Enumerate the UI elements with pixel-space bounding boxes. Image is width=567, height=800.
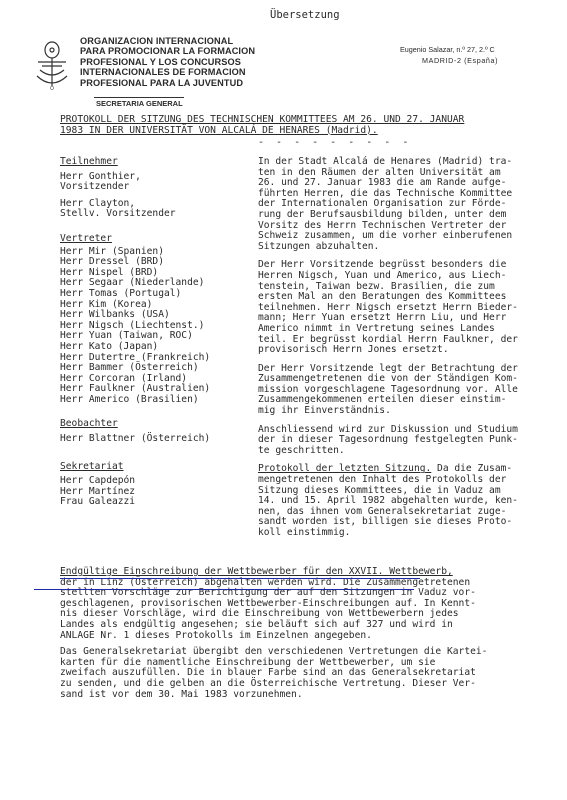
text-line: Anschliessend wird zur Diskussion und Studium bbox=[258, 423, 518, 435]
protocol-title bbox=[60, 115, 550, 136]
text-line: geschlagenen, provisorischen Wettbewerber-Einschreibungen auf. In Kennt- bbox=[60, 597, 476, 609]
list-item: Herr Segaar (Niederlande) bbox=[60, 277, 205, 289]
list-item: Herr Wilbanks (USA) bbox=[60, 309, 170, 321]
paragraph bbox=[258, 260, 558, 355]
text-line: Zusammengetretenen die von der Ständigen Kom- bbox=[258, 373, 518, 385]
text-fragment: Da die Zusam- bbox=[431, 463, 513, 475]
text-line: mann; Herr Yuan ersetzt Herrn Liu, und Herr bbox=[258, 312, 507, 324]
paragraph bbox=[258, 364, 558, 417]
list-item: Herr Tomas (Portugal) bbox=[60, 287, 182, 299]
participants-column bbox=[60, 157, 255, 508]
text-line: Sitzung dieses Kommittees, die in Vaduz am bbox=[258, 484, 501, 496]
teilnehmer-heading: Teilnehmer bbox=[60, 156, 118, 167]
text-line: Der Herr Vorsitzende begrüsst besonders die bbox=[258, 259, 507, 271]
text-line: ANLAGE Nr. 1 dieses Protokolls im Einzelnen angegeben. bbox=[60, 629, 372, 641]
list-item: Vorsitzender bbox=[60, 181, 130, 193]
text-line: mig ihr Einverständnis. bbox=[258, 405, 391, 417]
text-line: der in dieser Tagesordnung festgelegten Punk- bbox=[258, 434, 518, 446]
list-item: Herr Gonthier, bbox=[60, 170, 141, 182]
organization-name bbox=[80, 36, 255, 88]
text-line: koll einstimmig. bbox=[258, 527, 351, 538]
text-line: führten Herren, die das Technische Kommittee bbox=[258, 187, 513, 199]
text-line: In der Stadt Alcalá de Henares (Madrid) tra- bbox=[258, 156, 513, 167]
text-line: 14. und 15. April 1982 abgehalten wurde, ken- bbox=[258, 495, 518, 507]
text-line: karten für die namentliche Einschreibung der Wettbewerber, um sie bbox=[60, 656, 436, 668]
text-line: Landes als endgültig angesehen; sie beläuft sich auf 327 und wird in bbox=[60, 618, 453, 630]
text-line: sandt worden ist, billigen sie dieses Proto- bbox=[258, 516, 513, 528]
list-item: Herr Corcoran (Irland) bbox=[60, 372, 188, 384]
org-line: PROFESIONAL PARA LA JUVENTUD bbox=[80, 77, 244, 88]
list-item: Herr Faulkner (Australien) bbox=[60, 383, 211, 395]
paragraph bbox=[258, 425, 558, 457]
text-line: der in Linz (Österreich) abgehalten werden wird. Die Zusammengetretenen bbox=[60, 576, 471, 588]
text-line: teilnehmen. Herr Nigsch ersetzt Herrn Bieder- bbox=[258, 301, 518, 313]
text-line: ten in den Räumen der alten Universität am bbox=[258, 166, 501, 178]
list-item: Stellv. Vorsitzender bbox=[60, 208, 176, 220]
text-line: zu senden, und die gelben an die Österreichische Vertretung. Dieser Ver- bbox=[60, 677, 476, 689]
dash-separator: - - - - - - - - - bbox=[258, 137, 412, 148]
text-line: Herren Nigsch, Yuan und Americo, aus Liech- bbox=[258, 269, 507, 281]
translation-label: Übersetzung bbox=[270, 9, 340, 21]
org-line: PARA PROMOCIONAR LA FORMACION bbox=[80, 46, 256, 57]
minutes-text-column bbox=[258, 157, 558, 539]
svg-text:Ο: Ο bbox=[50, 86, 54, 92]
org-line: INTERNACIONALES DE FORMACION bbox=[80, 67, 246, 78]
text-line: teil. Er begrüsst kordial Herrn Faulkner, der bbox=[258, 333, 518, 345]
text-line: Zusammengekommenen erteilen dieser einstim- bbox=[258, 394, 507, 406]
full-width-text bbox=[60, 567, 560, 700]
text-line: mengetretenen den Inhalt des Protokolls der bbox=[258, 474, 507, 486]
text-line: Vorsitz des Herrn Technischen Vertreter der bbox=[258, 219, 507, 231]
text-line: sand ist vor dem 30. Mai 1983 vorzunehmen. bbox=[60, 688, 303, 700]
text-line: Endgültige Einschreibung der Wettbewerber für den XXVII. Wettbewerb, bbox=[60, 566, 453, 577]
list-item: Herr Nigsch (Liechtenst.) bbox=[60, 319, 205, 331]
text-line: rung der Berufsausbildung bilden, unter dem bbox=[258, 208, 507, 220]
handwritten-underline bbox=[60, 578, 420, 579]
paragraph bbox=[258, 157, 558, 252]
list-item: Herr Kato (Japan) bbox=[60, 340, 159, 352]
divider bbox=[94, 97, 184, 98]
handwritten-underline bbox=[34, 589, 414, 590]
list-item: Herr Kim (Korea) bbox=[60, 298, 153, 310]
address-city: MADRID-2 (España) bbox=[422, 56, 499, 65]
secretaria-general: SECRETARIA GENERAL bbox=[96, 99, 183, 108]
text-line: provisorisch Herrn Jones ersetzt. bbox=[258, 344, 449, 356]
protocol-title-line1: PROTOKOLL DER SITZUNG DES TECHNISCHEN KOMMITTEES AM 26. UND 27. JANUAR bbox=[60, 114, 465, 125]
list-item: Herr Clayton, bbox=[60, 197, 136, 209]
protocol-title-line2: 1983 IN DER UNIVERSITÄT VON ALCALÁ DE HENARES (Madrid). bbox=[60, 124, 378, 136]
org-line: PROFESIONAL Y LOS CONCURSOS bbox=[80, 56, 241, 67]
text-line: Sitzungen abzuhalten. bbox=[258, 240, 380, 252]
text-line: Das Generalsekretariat übergibt den verschiedenen Vertretungen die Kartei- bbox=[60, 646, 488, 658]
address-block bbox=[400, 44, 498, 66]
list-item: Herr Mir (Spanien) bbox=[60, 245, 164, 257]
list-item: Herr Bammer (Österreich) bbox=[60, 362, 199, 374]
text-line: stellten Vorschläge zur Berichtigung der auf den Sitzungen in Vaduz vor- bbox=[60, 587, 476, 599]
text-line: Der Herr Vorsitzende legt der Betrachtung der bbox=[258, 362, 518, 374]
list-item: Herr Nispel (BRD) bbox=[60, 266, 159, 278]
text-line: Americo nimmt in Vertretung seines Landes bbox=[258, 322, 495, 334]
list-item: Herr Yuan (Taiwan, ROC) bbox=[60, 330, 193, 342]
text-line: nen, das ihnen vom Generalsekretariat zuge- bbox=[258, 505, 507, 517]
text-line: Schweiz zusammen, um die vorher einberufenen bbox=[258, 230, 513, 242]
paragraph bbox=[60, 647, 560, 700]
list-item: Herr Blattner (Österreich) bbox=[60, 433, 211, 445]
list-item: Frau Galeazzi bbox=[60, 496, 136, 508]
beobachter-heading: Beobachter bbox=[60, 418, 118, 430]
list-item: Herr Dutertre (Frankreich) bbox=[60, 351, 211, 363]
text-line: der Internationalen Organisation zur Förde- bbox=[258, 198, 507, 210]
text-line: te geschritten. bbox=[258, 444, 345, 456]
text-line: mission vorgeschlagene Tagesordnung vor. Alle bbox=[258, 383, 518, 395]
list-item: Herr Martínez bbox=[60, 485, 136, 497]
list-item: Herr Capdepón bbox=[60, 475, 136, 487]
vertreter-heading: Vertreter bbox=[60, 232, 112, 244]
text-line: tenstein, Taiwan bezw. Brasilien, die zum bbox=[258, 280, 495, 292]
text-line: nis dieser Vorschläge, wird die Einschreibung von Wettbewerbern jedes bbox=[60, 608, 459, 620]
address-street: Eugenio Salazar, n.º 27, 2.º C bbox=[400, 45, 495, 54]
text-line: zweifach auszufüllen. Die in blauer Farbe sind an das Generalsekretariat bbox=[60, 667, 476, 679]
section-heading: Protokoll der letzten Sitzung. bbox=[258, 463, 432, 475]
org-line: ORGANIZACION INTERNACIONAL bbox=[80, 36, 234, 46]
list-item: Herr Americo (Brasilien) bbox=[60, 393, 199, 405]
text-line: 26. und 27. Januar 1983 die am Rande aufge- bbox=[258, 177, 507, 189]
text-line: ersten Mal an den Beratungen des Kommittees bbox=[258, 291, 507, 303]
sekretariat-heading: Sekretariat bbox=[60, 460, 124, 472]
list-item: Herr Dressel (BRD) bbox=[60, 256, 164, 268]
organization-logo bbox=[32, 40, 72, 92]
paragraph bbox=[258, 464, 558, 538]
